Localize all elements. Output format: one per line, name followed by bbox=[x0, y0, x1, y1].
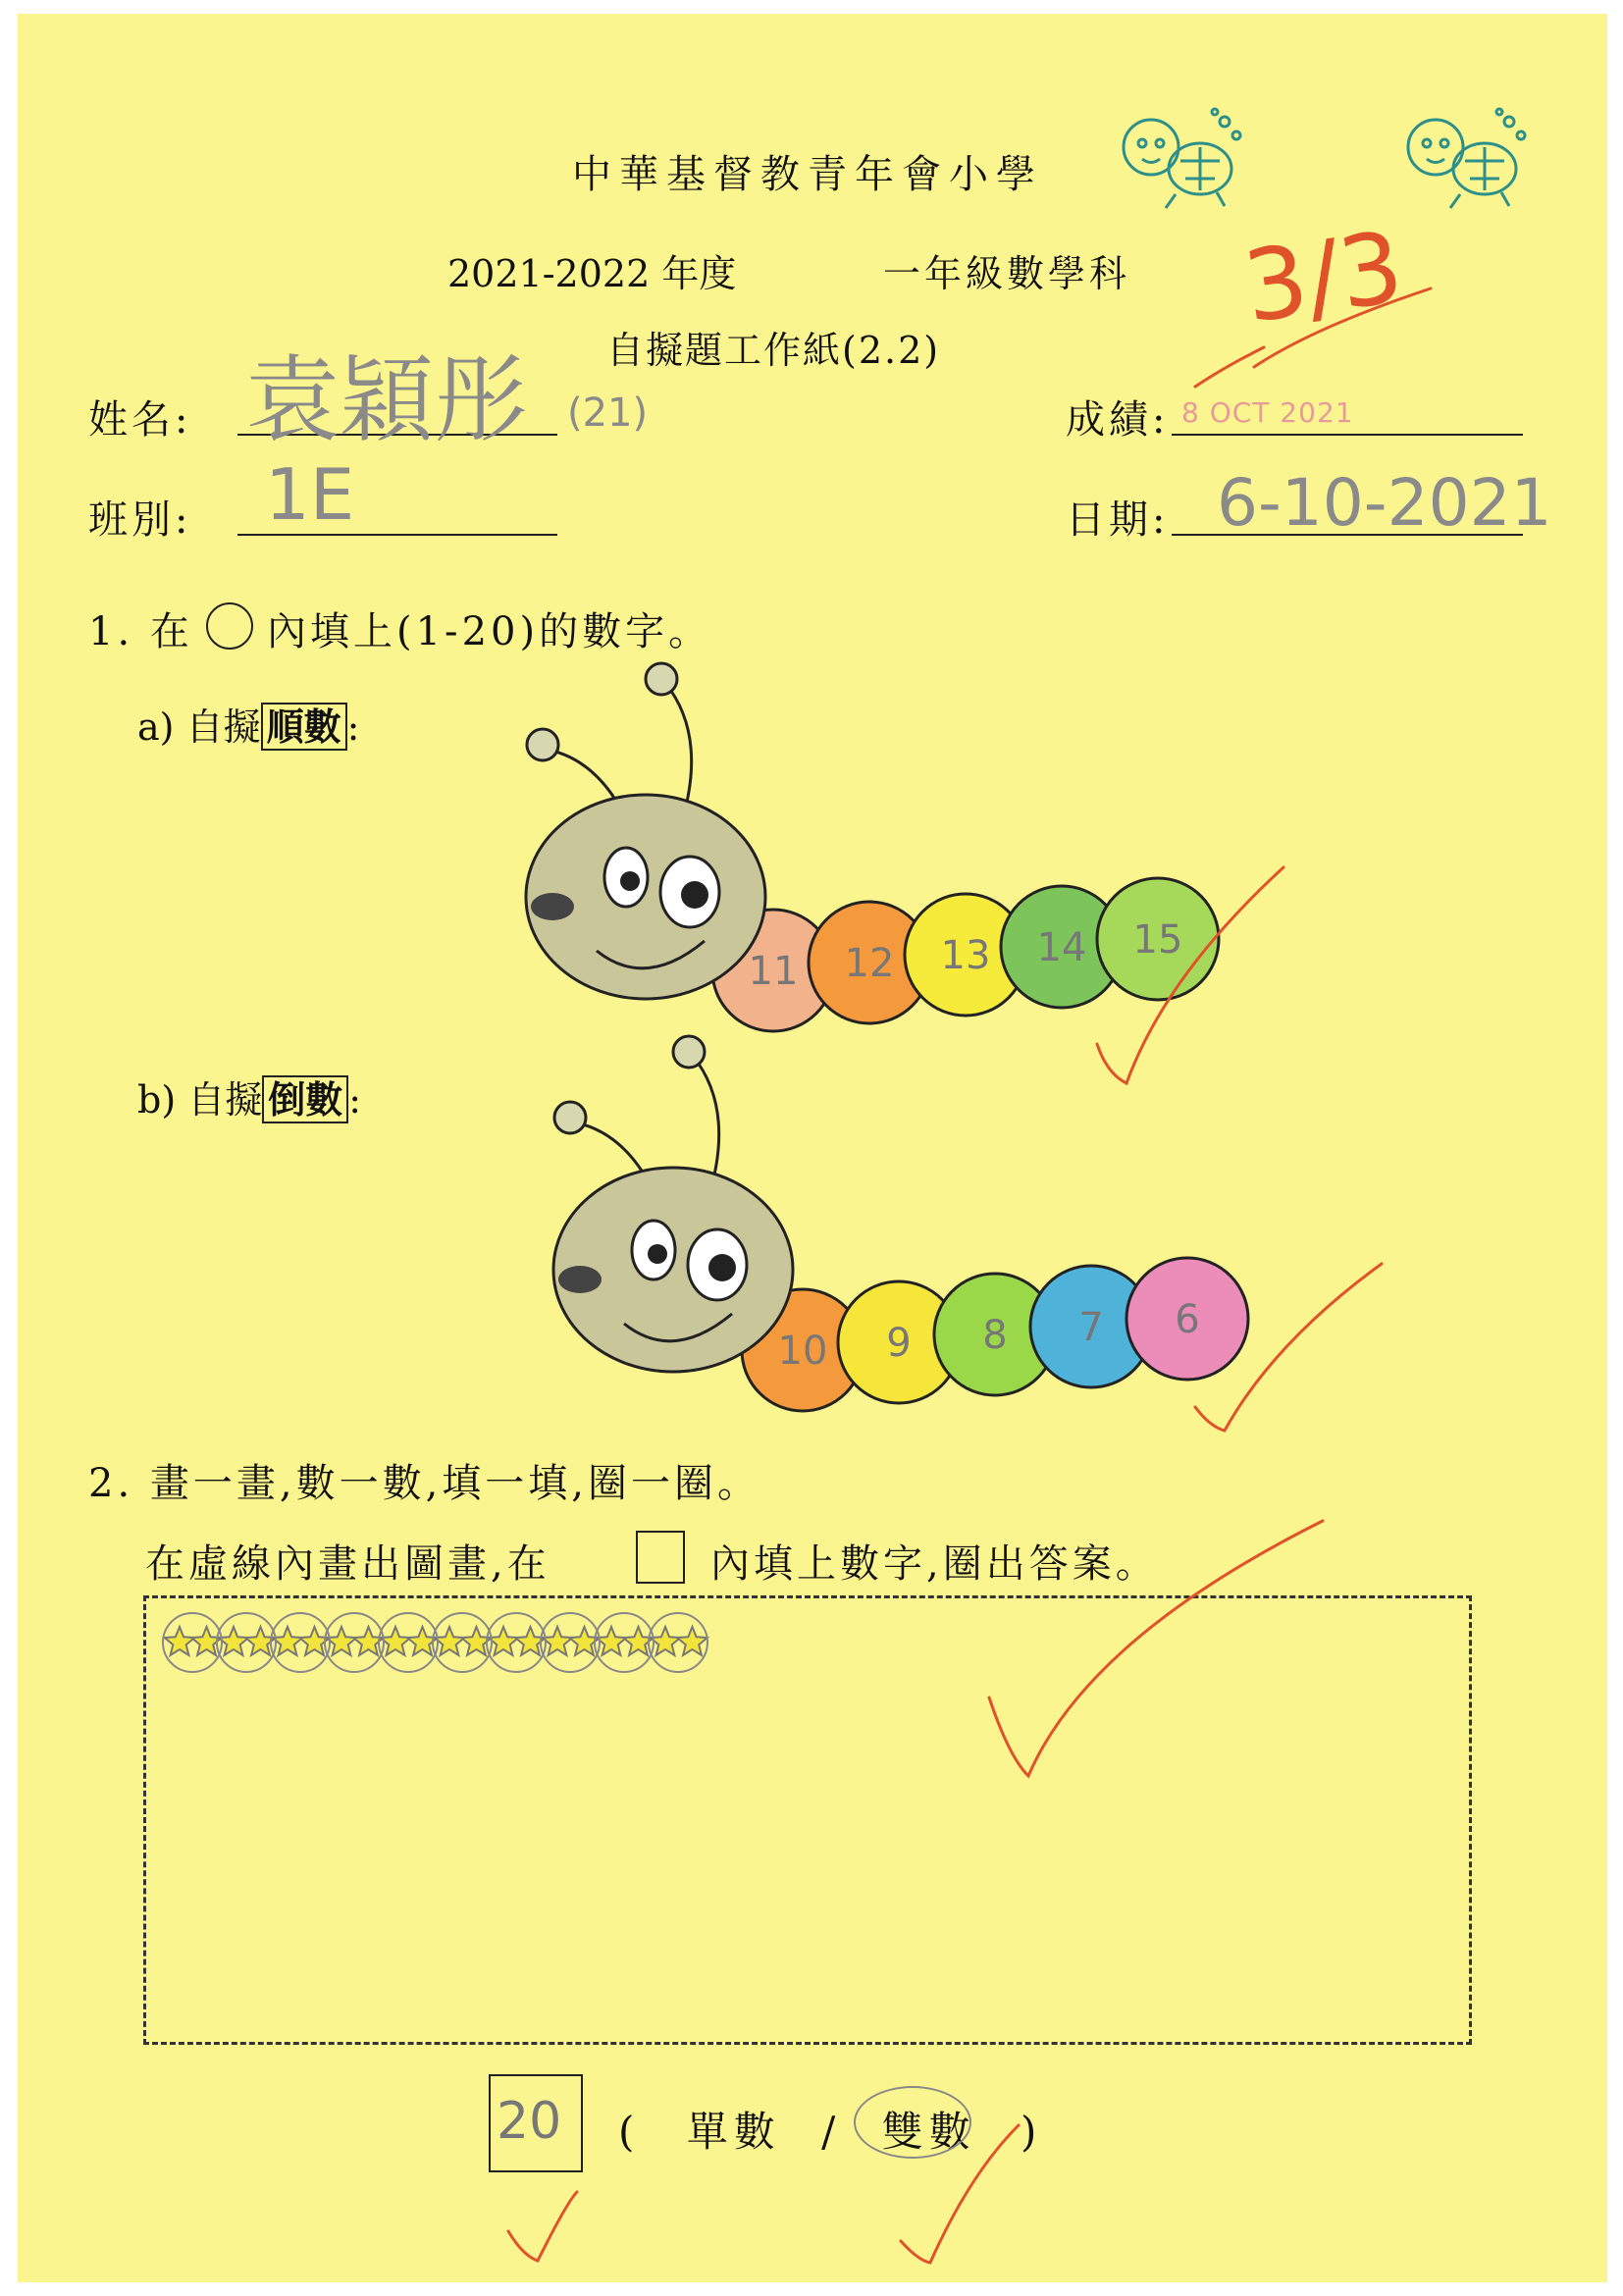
date-label: 日期: bbox=[1066, 497, 1170, 543]
check-mark-icon bbox=[18, 14, 1607, 2282]
school-name: 中華基督教青年會小學 bbox=[572, 152, 1043, 197]
q1b-text: b) 自擬 bbox=[137, 1078, 263, 1122]
date-stamp: 8 OCT 2021 bbox=[1181, 396, 1354, 429]
date-value: 6-10-2021 bbox=[1217, 465, 1552, 541]
choice-odd[interactable]: 單數 bbox=[686, 2108, 781, 2156]
q1b-colon: : bbox=[348, 1078, 362, 1122]
segment-number: 11 bbox=[748, 949, 799, 994]
segment-number: 6 bbox=[1175, 1297, 1200, 1342]
q1-prompt-start: 1. 在 bbox=[88, 609, 193, 654]
school-year: 2021-2022 年度 bbox=[447, 252, 737, 295]
q2-prompt: 2. 畫一畫,數一數,填一填,圈一圈。 bbox=[88, 1461, 761, 1506]
worksheet-title: 自擬題工作紙(2.2) bbox=[606, 329, 941, 372]
class-value: 1E bbox=[265, 453, 355, 536]
worksheet-page bbox=[18, 14, 1607, 2282]
grade-subject: 一年級數學科 bbox=[883, 252, 1131, 295]
segment-number: 13 bbox=[940, 933, 991, 978]
paren-close: ) bbox=[1021, 2108, 1043, 2156]
segment-number: 14 bbox=[1036, 925, 1087, 970]
segment-number: 9 bbox=[886, 1321, 912, 1366]
name-label: 姓名: bbox=[88, 397, 192, 443]
segment-number: 7 bbox=[1078, 1305, 1104, 1350]
q1a-colon: : bbox=[346, 705, 360, 749]
student-number: (21) bbox=[567, 391, 649, 436]
segment-number: 15 bbox=[1132, 917, 1183, 963]
score-label: 成績: bbox=[1066, 397, 1170, 443]
q1b-keyword: 倒數 bbox=[262, 1075, 348, 1123]
teacher-score: 3/3 bbox=[1236, 209, 1410, 345]
class-label: 班別: bbox=[88, 497, 192, 543]
student-name: 袁穎彤 bbox=[245, 345, 528, 455]
q2-instruction-end: 內填上數字,圈出答案。 bbox=[710, 1541, 1159, 1587]
choice-even[interactable]: 雙數 bbox=[881, 2108, 976, 2156]
segment-number: 12 bbox=[844, 941, 895, 986]
q1-prompt-end: 內填上(1-20)的數字。 bbox=[267, 609, 712, 654]
q1a-text: a) 自擬 bbox=[137, 705, 261, 749]
segment-number: 8 bbox=[982, 1313, 1008, 1358]
answer-value: 20 bbox=[497, 2092, 562, 2151]
q2-instruction-start: 在虛線內畫出圖畫,在 bbox=[145, 1541, 550, 1587]
q1a-keyword: 順數 bbox=[261, 703, 347, 751]
segment-number: 10 bbox=[777, 1329, 828, 1374]
choice-slash: / bbox=[821, 2108, 842, 2156]
paren-open: ( bbox=[618, 2108, 641, 2156]
